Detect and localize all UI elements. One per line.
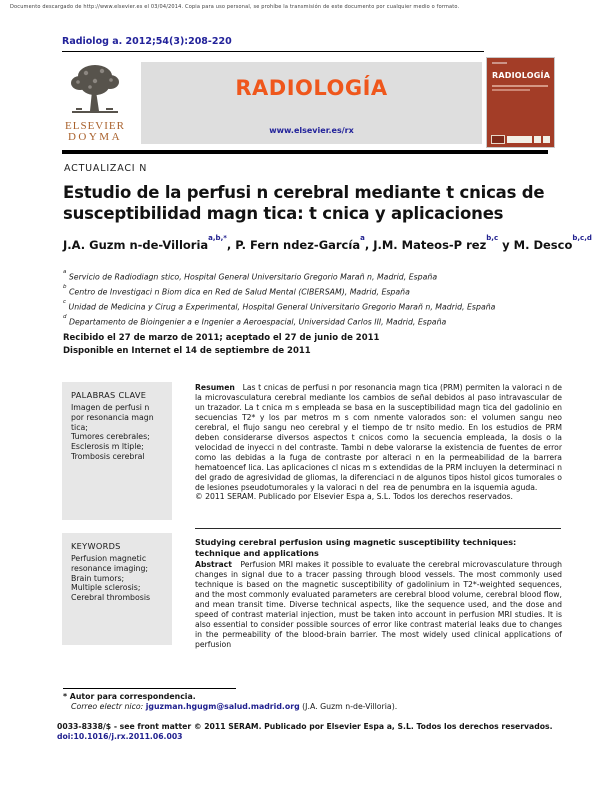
abstract-label: Abstract bbox=[195, 560, 232, 569]
correspondence-email-line bbox=[71, 702, 397, 711]
article-dates bbox=[63, 332, 379, 357]
affiliation-marker: c bbox=[63, 299, 67, 306]
issn-copyright-line: 0033-8338/$ - see front matter © 2011 SERAM. Publicado por Elsevier Espa a, S.L. Todos los derechos reservados. bbox=[57, 722, 553, 731]
spanish-abstract bbox=[195, 383, 565, 502]
cover-logo-box bbox=[543, 136, 550, 143]
cover-logo-box bbox=[534, 136, 541, 143]
palabras-clave-box bbox=[62, 382, 172, 520]
masthead-divider-rule bbox=[62, 150, 548, 154]
palabra-clave-item: Tumores cerebrales; bbox=[71, 432, 150, 442]
author-affiliation-marker: a bbox=[360, 234, 365, 243]
resumen-label: Resumen bbox=[195, 383, 235, 392]
author-name: J.M. Mateos-P rez bbox=[373, 238, 487, 252]
author-affiliation-marker: b,c bbox=[486, 234, 499, 243]
journal-citation: Radiolog a. 2012;54(3):208-220 bbox=[62, 36, 232, 47]
article-title bbox=[63, 182, 544, 224]
abstract-body: Perfusion MRI makes it possible to evaluate the cerebral microvasculature through changes in signal due to a tracer passing through blood vessels. The most commonly used technique is based on the magnetic susceptibility of gadolinium in T2*-weighted sequences, and the most commonly evaluated parameters are cerebral blood volume, cerebral blood flow, and mean transit time. Diverse technical aspects, like the sequence used, and the dose and speed of contrast material injection, must be taken into account in perfusion MRI studies. It is also essential to consider possible sources of error like contrast material leaks due to changes in the permeability of the blood-brain barrier. The most widely used clinical applications of perfusion bbox=[195, 560, 565, 649]
english-abstract-paragraph bbox=[195, 560, 565, 650]
cover-subtitle-line bbox=[492, 85, 548, 87]
cover-logo-seram bbox=[491, 135, 505, 144]
publisher-name-doyma: DOYMA bbox=[67, 131, 123, 143]
spanish-abstract-paragraph bbox=[195, 383, 565, 492]
journal-masthead-banner bbox=[141, 62, 482, 144]
download-watermark: Documento descargado de http://www.elsevier.es el 03/04/2014. Copia para uso personal, se prohíbe la transmisión de este documento por cualquier medio o formato. bbox=[10, 4, 460, 10]
cover-logo-strip bbox=[491, 135, 550, 143]
publisher-name-elsevier: ELSEVIER bbox=[65, 120, 125, 132]
author-affiliation-marker: b,c,d bbox=[572, 234, 592, 243]
author-name: J.A. Guzm n-de-Villoria bbox=[63, 238, 209, 252]
email-label: Correo electr nico: bbox=[71, 701, 144, 711]
english-abstract bbox=[195, 560, 565, 650]
keyword-item: Multiple sclerosis; bbox=[71, 583, 141, 593]
doi-link[interactable]: doi:10.1016/j.rx.2011.06.003 bbox=[57, 731, 183, 741]
elsevier-doyma-logo bbox=[56, 61, 134, 143]
keyword-item: Brain tumors; bbox=[71, 573, 125, 583]
author-name: M. Desco bbox=[513, 238, 573, 252]
keywords-heading: KEYWORDS bbox=[71, 541, 121, 551]
journal-cover-thumbnail bbox=[486, 57, 555, 148]
affiliation-marker: b bbox=[63, 284, 67, 291]
email-link[interactable]: jguzman.hgugm@salud.madrid.org bbox=[145, 701, 300, 711]
abstract-divider-rule bbox=[195, 528, 561, 529]
palabras-clave-heading: PALABRAS CLAVE bbox=[71, 390, 147, 400]
palabras-clave-items bbox=[71, 403, 163, 462]
keywords-items bbox=[71, 554, 163, 603]
affiliation-marker: a bbox=[63, 269, 67, 275]
cover-subtitle-line bbox=[492, 89, 530, 91]
affiliation-line: $^a$ Servicio de Radiodiagn stico, Hospital General Universitario Gregorio Marañ n, Madrid, España bbox=[63, 269, 438, 282]
journal-title: RADIOLOGÍA bbox=[235, 76, 388, 100]
english-abstract-title: Studying cerebral perfusion using magnetic susceptibility techniques: technique and applications bbox=[195, 537, 517, 558]
affiliations-block bbox=[63, 269, 495, 329]
palabra-clave-item: Imagen de perfusi n por resonancia magn tica; bbox=[71, 403, 154, 432]
cover-logo-box bbox=[507, 136, 532, 143]
author-line: J.A. Guzm n-de-Villoria$^{a,b,*}$, P. Fern ndez-García$^a$, J.M. Mateos-P rez$^{b,c}$ y M. Desco$^{b,c,d}$ bbox=[63, 234, 592, 252]
available-online-date: Disponible en Internet el 14 de septiembre de 2011 bbox=[63, 345, 311, 356]
cover-volume-line bbox=[492, 62, 507, 64]
keywords-box bbox=[62, 533, 172, 645]
section-label: ACTUALIZACI N bbox=[64, 163, 148, 174]
article-title-line2: susceptibilidad magn tica: t cnica y aplicaciones bbox=[63, 204, 504, 223]
cover-journal-title: RADIOLOGÍA bbox=[492, 71, 551, 80]
palabra-clave-item: Esclerosis m ltiple; bbox=[71, 442, 144, 452]
article-title-line1: Estudio de la perfusi n cerebral mediante t cnicas de bbox=[63, 183, 545, 202]
affiliation-marker: d bbox=[63, 314, 67, 321]
keyword-item: Perfusion magnetic resonance imaging; bbox=[71, 554, 149, 573]
author-affiliation-marker: a,b,* bbox=[208, 234, 227, 243]
author-name: P. Fern ndez-García bbox=[235, 238, 361, 252]
affiliation-line: $^d$ Departamento de Bioingenier a e Ingenier a Aeroespacial, Universidad Carlos III, Madrid, España bbox=[63, 314, 447, 327]
palabra-clave-item: Trombosis cerebral bbox=[71, 451, 145, 461]
email-suffix: (J.A. Guzm n-de-Villoria). bbox=[299, 701, 398, 711]
journal-url-link[interactable]: www.elsevier.es/rx bbox=[269, 126, 354, 135]
elsevier-tree-icon bbox=[66, 61, 124, 121]
correspondence-note: * Autor para correspondencia. bbox=[63, 692, 196, 701]
keyword-item: Cerebral thrombosis bbox=[71, 593, 151, 603]
affiliation-line: $^b$ Centro de Investigaci n Biom dica en Red de Salud Mental (CIBERSAM), Madrid, España bbox=[63, 284, 410, 297]
header-rule bbox=[62, 51, 484, 52]
footnote-rule bbox=[63, 688, 236, 689]
resumen-body: Las t cnicas de perfusi n por resonancia magn tica (PRM) permiten la valoraci n de la microvasculatura cerebral mediante los cambios de señal debidos al paso intravascular de un trazador. La t cnica m s empleada se basa en la susceptibilidad magn tica del gadolinio en secuencias T2* y los par metros m s com nmente valorados son: el volumen sangu neo cerebral, el flujo sangu neo cerebral y el tiempo de tr nsito medio. En los estudios de PRM deben considerarse diversos aspectos t cnicos como la secuencia empleada, la dosis o la velocidad de inyecci n del contraste. Tambi n debe valorarse la existencia de fuentes de error como las debidas a la fuga de contraste por alteraci n en la permeabilidad de la barrera hematoencef lica. Las aplicaciones cl nicas m s extendidas de la PRM incluyen la determinaci n del grado de agresividad de gliomas, la diferenciaci n de algunos tipos histol gicos tumorales o de lesiones pseudotumorales y la valoraci n del rea de penumbra en la isquemia aguda. bbox=[195, 383, 565, 492]
received-date: Recibido el 27 de marzo de 2011; aceptado el 27 de junio de 2011 bbox=[63, 333, 380, 343]
affiliation-line: $^c$ Unidad de Medicina y Cirug a Experimental, Hospital General Universitario Gregorio Marañ n, Madrid, España bbox=[63, 299, 496, 312]
spanish-copyright-line: © 2011 SERAM. Publicado por Elsevier Espa a, S.L. Todos los derechos reservados. bbox=[195, 492, 513, 502]
